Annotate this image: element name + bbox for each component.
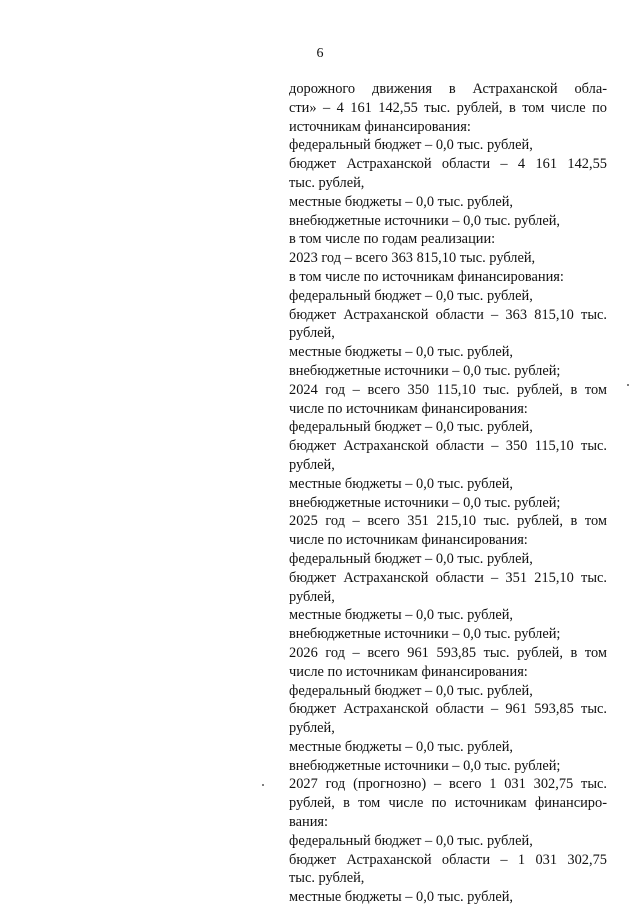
text-line: местные бюджеты – 0,0 тыс. рублей,: [289, 344, 514, 361]
text-line: местные бюджеты – 0,0 тыс. рублей,: [289, 889, 514, 906]
text-line: внебюджетные источники – 0,0 тыс. рублей,: [289, 212, 561, 229]
text-line: числе по источникам финансирования:: [289, 400, 528, 417]
text-line: бюджет Астраханской области – 351 215,10 тыс.: [289, 569, 607, 586]
text-line: рублей,: [289, 720, 335, 737]
text-line: федеральный бюджет – 0,0 тыс. рублей,: [289, 137, 533, 154]
text-line: внебюджетные источники – 0,0 тыс. рублей;: [289, 494, 561, 511]
text-line: тыс. рублей,: [289, 870, 365, 887]
text-line: 2027 год (прогнозно) – всего 1 031 302,75 тыс.: [289, 776, 607, 793]
document-body: [289, 80, 607, 907]
text-line: рублей,: [289, 325, 335, 342]
text-line: местные бюджеты – 0,0 тыс. рублей,: [289, 475, 514, 492]
text-line: внебюджетные источники – 0,0 тыс. рублей;: [289, 362, 561, 379]
text-line: бюджет Астраханской области – 4 161 142,55: [289, 156, 607, 173]
page-number: 6: [316, 46, 324, 61]
text-line: бюджет Астраханской области – 350 115,10 тыс.: [289, 438, 607, 455]
text-line: вания:: [289, 814, 329, 831]
text-line: федеральный бюджет – 0,0 тыс. рублей,: [289, 550, 533, 567]
text-line: 2025 год – всего 351 215,10 тыс. рублей, в том: [289, 513, 607, 530]
text-line: числе по источникам финансирования:: [289, 532, 528, 549]
scan-speck: [627, 384, 629, 386]
text-line: внебюджетные источники – 0,0 тыс. рублей;: [289, 757, 561, 774]
scan-speck: [262, 784, 264, 786]
text-line: бюджет Астраханской области – 363 815,10 тыс.: [289, 306, 607, 323]
text-line: 2024 год – всего 350 115,10 тыс. рублей, в том: [289, 381, 607, 398]
text-line: рублей,: [289, 456, 335, 473]
text-line: бюджет Астраханской области – 961 593,85 тыс.: [289, 701, 607, 718]
text-line: числе по источникам финансирования:: [289, 663, 528, 680]
text-line: 2026 год – всего 961 593,85 тыс. рублей, в том: [289, 644, 607, 661]
text-line: рублей, в том числе по источникам финансиро-: [289, 795, 607, 812]
text-line: бюджет Астраханской области – 1 031 302,75: [289, 851, 607, 868]
text-line: федеральный бюджет – 0,0 тыс. рублей,: [289, 682, 533, 699]
text-line: 2023 год – всего 363 815,10 тыс. рублей,: [289, 250, 536, 267]
text-line: внебюджетные источники – 0,0 тыс. рублей;: [289, 626, 561, 643]
text-line: сти» – 4 161 142,55 тыс. рублей, в том числе по: [289, 99, 607, 116]
text-line: в том числе по источникам финансирования:: [289, 268, 564, 285]
text-line: федеральный бюджет – 0,0 тыс. рублей,: [289, 419, 533, 436]
text-line: местные бюджеты – 0,0 тыс. рублей,: [289, 607, 514, 624]
text-line: местные бюджеты – 0,0 тыс. рублей,: [289, 738, 514, 755]
text-line: в том числе по годам реализации:: [289, 231, 496, 248]
text-line: федеральный бюджет – 0,0 тыс. рублей,: [289, 287, 533, 304]
text-line: дорожного движения в Астраханской обла-: [289, 81, 607, 97]
text-line: тыс. рублей,: [289, 174, 365, 191]
text-line: местные бюджеты – 0,0 тыс. рублей,: [289, 193, 514, 210]
text-line: федеральный бюджет – 0,0 тыс. рублей,: [289, 832, 533, 849]
text-line: источникам финансирования:: [289, 118, 471, 135]
text-line: рублей,: [289, 588, 335, 605]
